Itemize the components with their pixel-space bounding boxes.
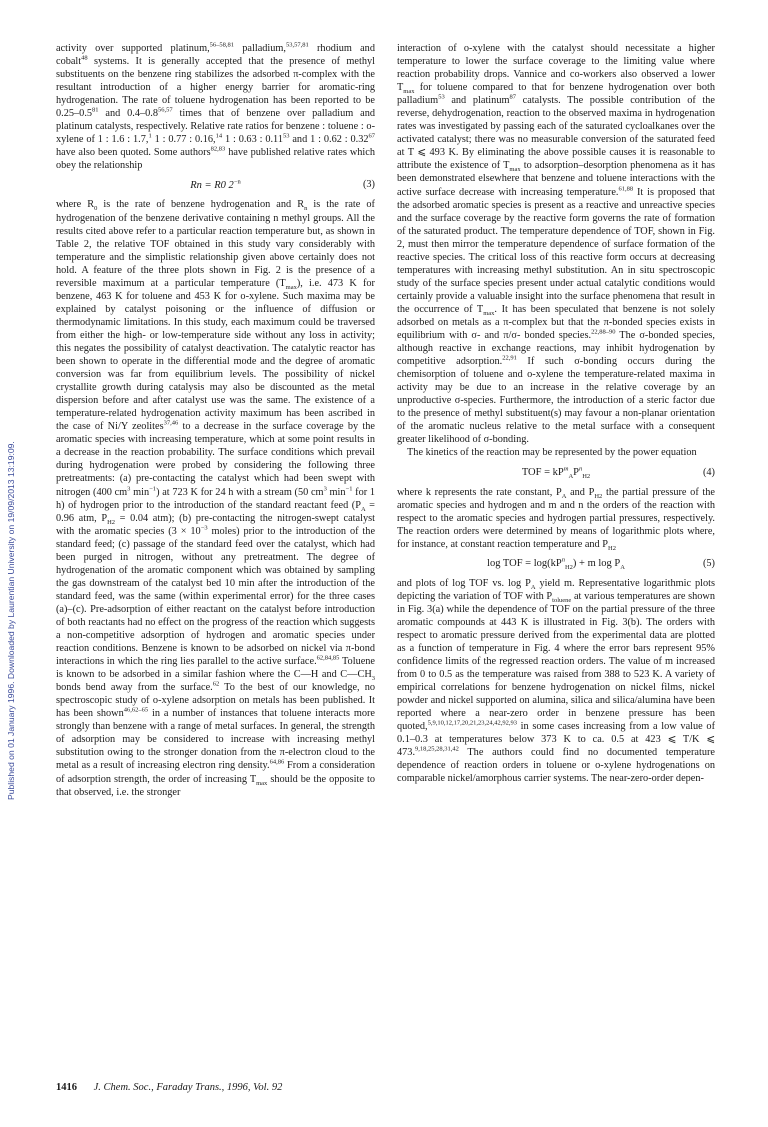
paragraph: activity over supported platinum,$^{56-58,81}$ palladium,$^{53,57,81}$ rhodium and cobalt$^{48}$ systems. It is generally accepted that the presence of methyl substituents on the benzene ring stabilizes the adsorbed π-complex with the resultant introduction of a higher energy barrier for aromatic-ring hydrogenation. The rate of toluene hydrogenation has been reported to be $0.25-0.5^{81}$ and 0.4–0.8$^{56,57}$ times that of benzene over palladium and platinum catalysts, respectively. Relative rate ratios for benzene : toluene : o-xylene of 1 : 1.6 : 1.7,$^1$ 1 : 0.77 : 0.16,14 1 : 0.63 : 0.11$^{53}$ and 1 : 0.62 : 0.32$^{67}$ have also been quoted. Some authors$^{82,83}$ have published relative rates which obey the relationship	[56, 41, 376, 172]
paragraph: The kinetics of the reaction may be represented by the power equation	[407, 447, 697, 459]
equation-number: (3)	[362, 179, 375, 191]
equation-3: Rn = R0 $2^{-n}$ (3)	[190, 178, 375, 191]
left-column	[56, 42, 375, 799]
right-column	[397, 42, 715, 785]
paragraph: where $R_0$ is the rate of benzene hydrogenation and $R_n$ is the rate of hydrogenation of the benzene derivative containing n methyl groups. All the results cited above refer to a particular reaction temperature but, as shown in Table 2, the relative TOF obtained in this study vary considerably with temperature and the simplistic relationship given above certainly does not hold. A feature of the three plots shown in Fig. 2 is the presence of a reversible maximum at a particular temperature $(T_{max})$, i.e. 473 K for benzene, 463 K for toluene and 453 K for o-xylene. Such maxima may be explained by catalyst poisoning or the influence of diffusion or thermodynamic limitations. In this study, each maximum could be traversed from either the high- or low-temperature side without any loss in activity; this negates the possibility of catalyst deactivation. The catalytic reactor has been shown to operate in the differential mode and the degree of aromatic conversion was far from equilibrium levels. The possibility of nickel crystallite growth during catalysis may also be discounted as the metal dispersion before and after catalyst use was the same. The existence of a temperature-related hydrogenation activity maximum has been ascribed in the case of Ni/Y zeolites$^{37,46}$ to a decrease in the surface coverage by the aromatic species with increasing temperature, which at some point results in a decrease in the reaction probability. The surface conditions which prevail during hydrogenation were probed by considering the following three pretreatments: (a) pre-contacting the catalyst which had been swept with nitrogen (400 $cm^3$ $\min^{-1}$) at 723 K for 24 h with a stream (50 $cm^3$ $\min^{-1}$ for 1 h) of hydrogen prior to the introduction of the standard reactant feed ($P_A = 0.96$ atm, $P_{H2} = 0.04$ atm); (b) pre-contacting the nitrogen-swept catalyst with the aromatic species ($3 \times 10^{-3}$ moles) prior to the introduction of the standard feed; (c) passage of the standard feed over the catalyst, which had been purged in nitrogen, without any pretreatment. The degree of hydrogenation of the aromatic component which was obtained by sampling the gas downstream of the catalyst bed 10 min after the introduction of the standard feed, was the same (within experimental error) for the three cases (a)–(c). Pre-adsorption of either reactant on the catalyst before introduction of both reactants had no effect on the progress of the reaction which suggests a non-competitive adsorption of hydrogen and aromatic species under reaction conditions. Benzene is known to be adsorbed on nickel via π-bond interactions in which the ring lies parallel to the active surface.$^{62,84,85}$ Toluene is known to be adsorbed in a similar fashion where the C—H and $C—CH_3$ bonds bend away from the surface.$^{62}$ To the best of our knowledge, no spectroscopic study of o-xylene adsorption on metals has been published. It has been shown$^{46,62-65}$ in a number of instances that toluene interacts more strongly than benzene with a range of metal surfaces. In general, the strength of adsorption may be considered to increase with increasing methyl substitution owing to the stronger donation from the π-electron cloud to the metal as a result of increasing electron ring density.$^{64,86}$ From a consideration of adsorption strength, the order of increasing $T_{max}$ should be the opposite to that observed, i.e. the stronger	[56, 199, 376, 798]
download-watermark-text: Published on 01 January 1996. Downloaded by Laurentian University on 19/09/2013 13:19:09.	[6, 441, 16, 800]
paragraph: where k represents the rate constant, $P_A$ and $P_{H2}$ the partial pressure of the aromatic species and hydrogen and m and n the orders of the reaction with respect to the aromatic species and hydrogen partial pressures, respectively. The reaction orders were determined by means of logarithmic plots where, for instance, at constant reaction temperature and $P_{H2}$	[397, 486, 715, 552]
equation-number: (4)	[702, 466, 715, 478]
journal-volume: 1996, Vol. 92	[226, 1082, 283, 1093]
equation-number: (5)	[702, 557, 715, 569]
equation-4: TOF = $kP^m_AP^n_{H2}$ (4)	[521, 465, 715, 481]
equation-5: log TOF = $\log(kP^n_{H2}) + m$ $\log P_A$ (5)	[487, 556, 715, 572]
page-footer	[56, 1082, 282, 1093]
paragraph: interaction of o-xylene with the catalyst should necessitate a higher temperature to lower the surface coverage to the limiting value where reaction probability drops. Vannice and co-workers also observed a lower $T_{max}$ for toluene compared to that for benzene hydrogenation over both palladium$^{53}$ and platinum$^{87}$ catalysts. The possible contribution of the reverse, dehydrogenation, reaction to the observed maxima in hydrogenation rates was investigated by passing each of the saturated cycloalkanes over the activated catalyst; there was no measurable conversion of the saturated feed at T ⩽ 493 K. By eliminating the above possible causes it is reasonable to attribute the existence of $T_{max}$ to adsorption–desorption phenomena as it has been demonstrated elsewhere that benzene and toluene interactions with the active surface decrease with increasing temperature.$^{61,88}$ It is proposed that the adsorbed aromatic species is present as a reactive and unreactive species and the surface coverage by the reactive form governs the rate of formation of the saturated product. The temperature dependence of TOF, shown in Fig. 2, must then mirror the temperature dependence of surface formation of the reactive species. The critical loss of this reactive form occurs at decreasing temperatures with increasing methyl substitution. An in situ spectroscopic study of the surface species present under actual catalytic conditions would certainly provide a valuable insight into the surface phenomena that result in the occurrence of $T_{max}$. It has been speculated that benzene is not solely adsorbed on metals as a π-complex but that the π-bonded species exists in equilibrium with σ- and π/σ- bonded species.$^{22,88-90}$ The σ-bonded species, although reactive in exchange reactions, may inhibit hydrogenation by competitive adsorption.$^{22,91}$ If such σ-bonding occurs during the chemisorption of toluene and o-xylene the temperature-related maxima in activity may be due to an increase in the relative coverage by an unproductive σ-species. Furthermore, the introduction of a steric factor due to the presence of methyl substituent(s) may favour a non-planar orientation of the aromatic nucleus relative to the metal surface with a consequent greater likelihood of σ-bonding.	[397, 43, 716, 446]
page-number: 1416	[56, 1082, 77, 1093]
download-watermark	[0, 260, 16, 800]
paragraph: and plots of log TOF vs. $\log P_A$ yield m. Representative logarithmic plots depicting the variation of TOF with $P_{toluene}$ at various temperatures are shown in Fig. 3(a) while the dependence of TOF on the partial pressure of the three aromatic compounds at 443 K is illustrated in Fig. 3(b). The orders with respect to aromatic pressure derived from the experimental data are plotted as a function of temperature in Fig. 4 where the error bars represent 95% confidence limits of the regressed reaction orders. The value of m increased from 0 to 0.5 as the temperature was raised from 388 to 523 K. A variety of empirical correlations for benzene hydrogenation on nickel films, nickel powder and nickel supported on alumina, silica and silica/alumina have been reported where a near-zero order in benzene pressure has been quoted,$^{5,9,10,12,17,20,21,23,24,42,92,93}$ in some cases increasing from a low value of 0.1–0.3 at temperatures below 373 K to ca. 0.5 at 423 ⩽ T/K ⩽ 473.$^{9,18,25,28,31,42}$ The authors could find no documented temperature dependence of reaction orders in toluene or o-xylene hydrogenations on comparable nickel/amorphous carrier systems. The near-zero-order depen-	[397, 577, 715, 785]
journal-name: J. Chem. Soc., Faraday Trans.,	[93, 1082, 225, 1093]
